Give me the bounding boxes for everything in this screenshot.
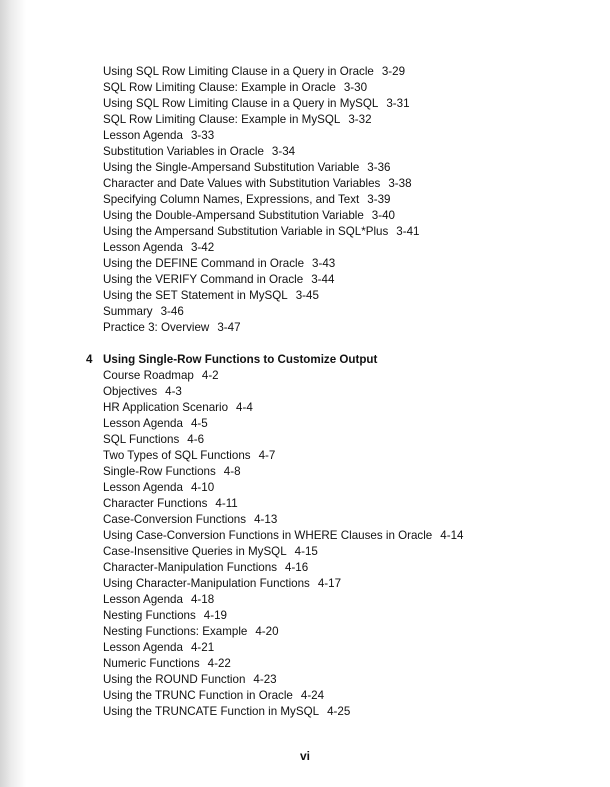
toc-entry-page: 3-29 [381, 65, 406, 78]
toc-entry-page: 3-42 [190, 241, 215, 254]
toc-entry-title: Lesson Agenda [103, 241, 183, 254]
toc-entry [0, 240, 610, 256]
toc-entry [0, 96, 610, 112]
toc-entry [0, 368, 610, 384]
toc-entry [0, 560, 610, 576]
toc-entry-title: Using the SET Statement in MySQL [103, 289, 288, 302]
toc-entry-page: 4-5 [190, 417, 208, 430]
footer-page-number: vi [299, 749, 310, 763]
toc-entry-title: Using the TRUNCATE Function in MySQL [103, 705, 320, 718]
toc-entry-title: Character-Manipulation Functions [103, 561, 277, 574]
toc-entry-page: 4-24 [300, 689, 325, 702]
toc-entry-page: 4-23 [253, 673, 277, 686]
toc-entry-title: Using SQL Row Limiting Clause in a Query in Oracle [103, 65, 374, 78]
toc-entry [0, 112, 610, 128]
toc-entry-page: 4-18 [190, 593, 215, 606]
toc-entry-page: 3-39 [367, 193, 391, 206]
toc-entry-page: 3-33 [190, 129, 215, 142]
toc-entry-title: Using the ROUND Function [103, 673, 246, 686]
toc-entry-page: 3-32 [348, 113, 372, 126]
toc-entry-page: 3-30 [343, 81, 368, 94]
toc-entry-page: 4-16 [285, 561, 309, 574]
toc-entry [0, 80, 610, 96]
chapter-heading [0, 352, 610, 368]
toc-entry-title: Course Roadmap [103, 369, 194, 382]
toc-entry-page: 4-14 [440, 529, 464, 542]
toc-entry [0, 608, 610, 624]
toc-entry-page: 4-10 [190, 481, 215, 494]
toc-entry-title: SQL Functions [103, 433, 180, 446]
toc-entry [0, 64, 610, 80]
toc-entry [0, 448, 610, 464]
toc-entry [0, 320, 610, 336]
toc-entry-page: 3-47 [217, 321, 241, 334]
toc-entry-page: 3-46 [160, 305, 184, 318]
chapter-entries [0, 368, 610, 720]
toc-entry-page: 3-44 [311, 273, 335, 286]
toc-entry-title: Using the Ampersand Substitution Variable in SQL*Plus [103, 225, 389, 238]
toc-entry [0, 144, 610, 160]
toc-entry-page: 3-31 [386, 97, 410, 110]
toc-entry [0, 704, 610, 720]
toc-entry-page: 3-36 [367, 161, 391, 174]
toc-entry [0, 176, 610, 192]
toc-entry-title: Lesson Agenda [103, 641, 183, 654]
toc-entry [0, 656, 610, 672]
toc-entry-title: Using the Double-Ampersand Substitution Variable [103, 209, 364, 222]
toc-entry-page: 3-45 [295, 289, 319, 302]
toc-entry-page: 4-6 [187, 433, 205, 446]
toc-entry-title: Objectives [103, 385, 158, 398]
toc-entry [0, 576, 610, 592]
toc-entry [0, 640, 610, 656]
toc-entry-title: Lesson Agenda [103, 481, 183, 494]
toc-entry-page: 4-21 [190, 641, 215, 654]
toc-entry-page: 4-25 [327, 705, 351, 718]
toc-entry-page: 4-15 [294, 545, 318, 558]
toc-entry [0, 464, 610, 480]
toc-entry-page: 3-43 [312, 257, 336, 270]
toc-entry-title: Single-Row Functions [103, 465, 216, 478]
toc-entry [0, 512, 610, 528]
toc-entry-title: SQL Row Limiting Clause: Example in Oracle [103, 81, 336, 94]
toc-entry [0, 272, 610, 288]
toc-entry-title: HR Application Scenario [103, 401, 229, 414]
toc-entry-title: Practice 3: Overview [103, 321, 210, 334]
toc-entry [0, 160, 610, 176]
toc-entry-title: Lesson Agenda [103, 417, 183, 430]
toc-entry-page: 4-19 [203, 609, 228, 622]
toc-entry [0, 480, 610, 496]
toc-entry-title: Using Case-Conversion Functions in WHERE Clauses in Oracle [103, 529, 433, 542]
toc-entry-title: Using SQL Row Limiting Clause in a Query in MySQL [103, 97, 379, 110]
toc-entry-title: Character Functions [103, 497, 208, 510]
toc-entry [0, 256, 610, 272]
toc-entry-page: 3-38 [388, 177, 412, 190]
toc-entry-page: 3-34 [271, 145, 296, 158]
toc-entry [0, 304, 610, 320]
toc-entry [0, 432, 610, 448]
toc-entry-page: 4-22 [207, 657, 231, 670]
toc-entry-title: Using the Single-Ampersand Substitution Variable [103, 161, 360, 174]
toc-entry [0, 592, 610, 608]
toc-entry [0, 400, 610, 416]
toc-entry [0, 128, 610, 144]
toc-entry-page: 3-41 [396, 225, 420, 238]
toc-entry-title: Substitution Variables in Oracle [103, 145, 264, 158]
toc-entry-title: Nesting Functions [103, 609, 196, 622]
toc-entry-page: 4-17 [317, 577, 342, 590]
chapter-title: Using Single-Row Functions to Customize Output [103, 353, 378, 366]
toc-entry-page: 4-4 [236, 401, 253, 414]
toc-entry-page: 4-7 [258, 449, 276, 462]
chapter-number: 4 [86, 353, 93, 366]
toc-entry [0, 208, 610, 224]
toc-entry [0, 384, 610, 400]
toc-entry [0, 416, 610, 432]
toc-entry-title: SQL Row Limiting Clause: Example in MySQL [103, 113, 341, 126]
toc-entry [0, 192, 610, 208]
toc-entry-title: Using the DEFINE Command in Oracle [103, 257, 305, 270]
toc-entry-title: Lesson Agenda [103, 593, 183, 606]
toc-entry-title: Specifying Column Names, Expressions, and Text [103, 193, 360, 206]
toc-entry [0, 496, 610, 512]
toc-entry-title: Character and Date Values with Substitution Variables [103, 177, 381, 190]
toc-entry-title: Using Character-Manipulation Functions [103, 577, 310, 590]
toc-entry [0, 672, 610, 688]
toc-entry [0, 544, 610, 560]
toc-entry-page: 4-20 [255, 625, 279, 638]
toc-entry-page: 4-13 [254, 513, 278, 526]
table-of-contents [0, 64, 610, 720]
toc-entry-page: 3-40 [371, 209, 396, 222]
toc-entry-title: Summary [103, 305, 153, 318]
toc-entry-title: Case-Insensitive Queries in MySQL [103, 545, 287, 558]
toc-entry [0, 688, 610, 704]
toc-entry [0, 528, 610, 544]
toc-entry-page: 4-11 [215, 497, 238, 510]
toc-continued-section [0, 64, 610, 336]
toc-entry [0, 624, 610, 640]
toc-entry [0, 224, 610, 240]
toc-entry-page: 4-8 [223, 465, 241, 478]
toc-entry-title: Using the TRUNC Function in Oracle [103, 689, 293, 702]
toc-entry-page: 4-3 [165, 385, 182, 398]
toc-entry-title: Using the VERIFY Command in Oracle [103, 273, 304, 286]
toc-entry-page: 4-2 [201, 369, 219, 382]
toc-entry-title: Two Types of SQL Functions [103, 449, 251, 462]
toc-entry-title: Numeric Functions [103, 657, 200, 670]
toc-entry-title: Case-Conversion Functions [103, 513, 247, 526]
toc-entry-title: Lesson Agenda [103, 129, 183, 142]
toc-entry [0, 288, 610, 304]
toc-entry-title: Nesting Functions: Example [103, 625, 248, 638]
